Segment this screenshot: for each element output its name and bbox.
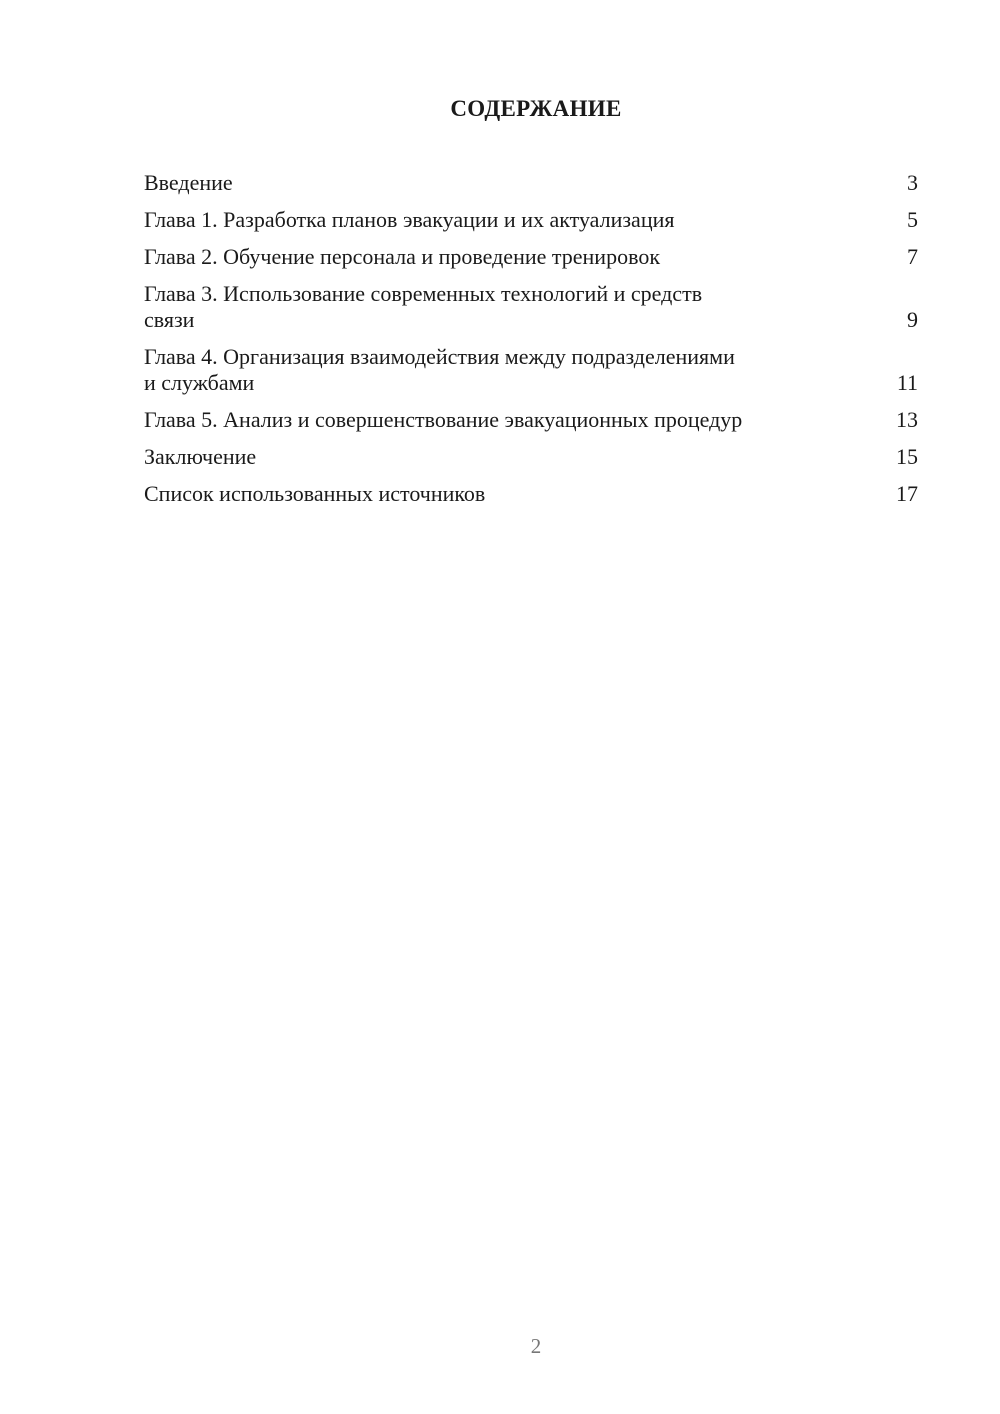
toc-entry: [144, 407, 918, 433]
toc-entry-label: Глава 5. Анализ и совершенствование эвакуационных процедур: [144, 407, 743, 432]
page-number: 2: [530, 1334, 542, 1358]
toc-entry-page: 7: [907, 244, 918, 269]
toc-entry-label: Глава 4. Организация взаимодействия между подразделениями и службами: [144, 344, 735, 395]
toc-entry-page: 11: [896, 370, 918, 395]
toc-entry: [144, 207, 918, 233]
toc-entry-label: Глава 1. Разработка планов эвакуации и их актуализация: [144, 207, 675, 232]
toc-entry-label: Глава 2. Обучение персонала и проведение тренировок: [144, 244, 661, 269]
toc-entry-page: 17: [896, 481, 918, 506]
toc-entry-label: Введение: [144, 170, 233, 195]
toc-entry-page: 3: [907, 170, 918, 195]
table-of-contents: [144, 170, 918, 518]
toc-entry-page: 15: [896, 444, 918, 469]
toc-entry-page: 5: [907, 207, 918, 232]
toc-entry: [144, 444, 918, 470]
page-title: СОДЕРЖАНИЕ: [450, 96, 622, 121]
toc-entry-label: Заключение: [144, 444, 257, 469]
toc-entry-label: Список использованных источников: [144, 481, 486, 506]
toc-entry: [144, 281, 918, 333]
toc-entry: [144, 244, 918, 270]
toc-entry: [144, 344, 918, 396]
toc-entry-page: 9: [907, 307, 918, 332]
toc-entry: [144, 170, 918, 196]
toc-entry-page: 13: [896, 407, 918, 432]
toc-entry: [144, 481, 918, 507]
toc-entry-label: Глава 3. Использование современных технологий и средств связи: [144, 281, 703, 332]
